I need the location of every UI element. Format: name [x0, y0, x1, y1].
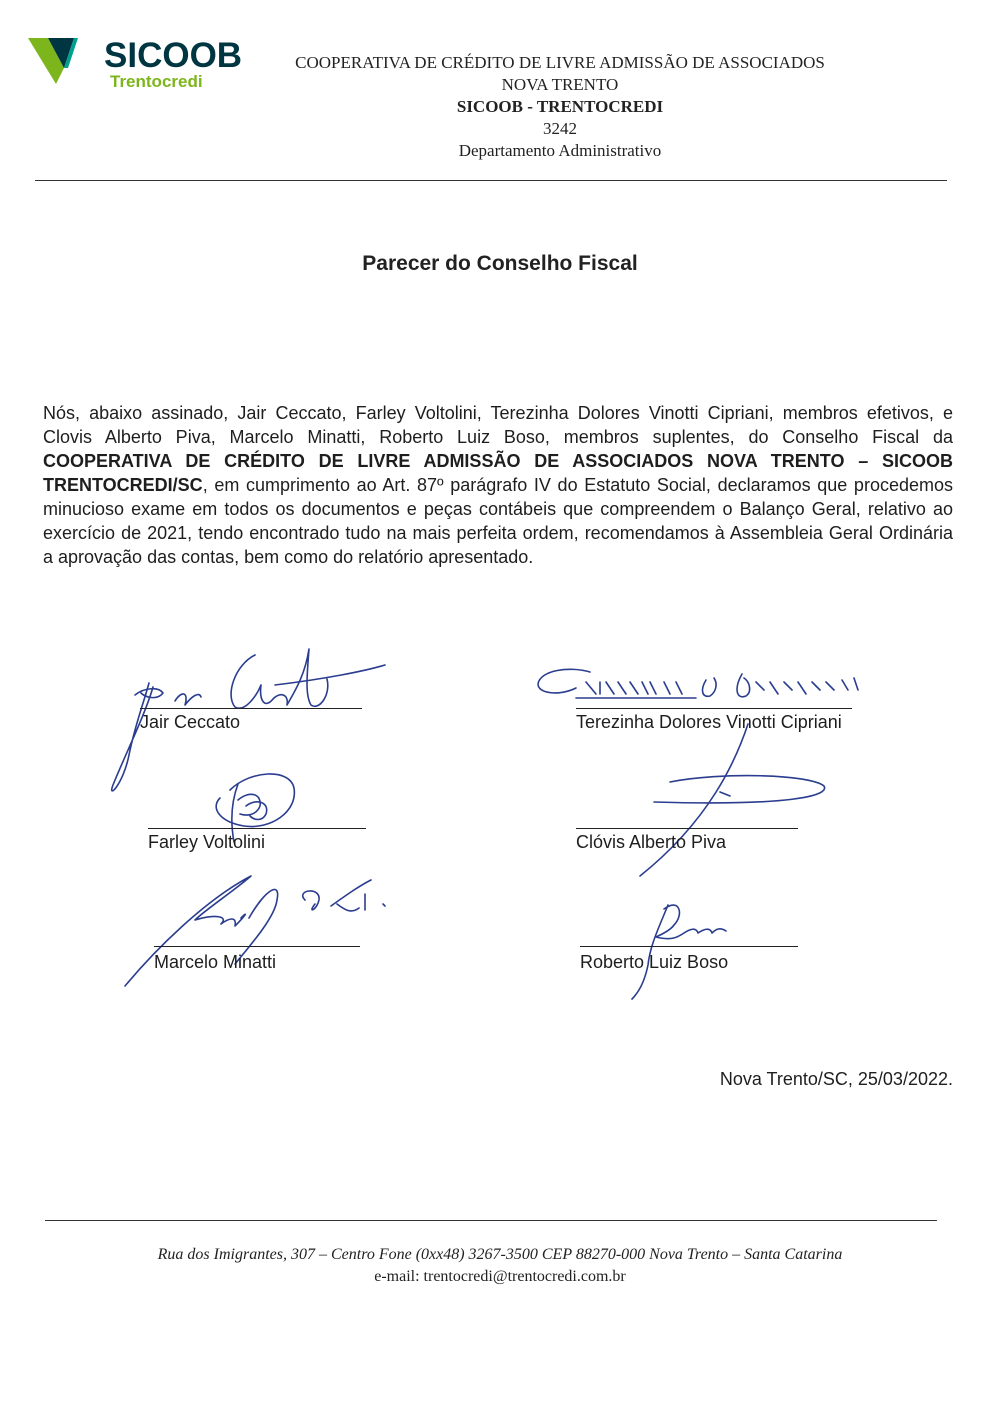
signature-name-marcelo: Marcelo Minatti: [154, 952, 277, 972]
header-line-4: 3242: [543, 119, 577, 138]
letterhead: [250, 52, 870, 162]
signature-name-jair: Jair Ceccato: [140, 712, 241, 732]
signature-line-jair: [140, 708, 362, 709]
signature-line-clovis: [576, 828, 798, 829]
body-part-1: Nós, abaixo assinado, Jair Ceccato, Farley Voltolini, Terezinha Dolores Vinotti Cipriani, membros efetivos, e Clovis Alberto Piva, Marcelo Minatti, Roberto Luiz Boso, membros suplentes, do Conselho Fiscal da: [43, 403, 953, 447]
signature-name-roberto: Roberto Luiz Boso: [580, 952, 729, 972]
sicoob-logo: [28, 36, 243, 96]
signature-name-terezinha: Terezinha Dolores Vinotti Cipriani: [576, 712, 842, 732]
document-title: Parecer do Conselho Fiscal: [362, 252, 638, 275]
header-line-1: COOPERATIVA DE CRÉDITO DE LIVRE ADMISSÃO DE ASSOCIADOS: [295, 53, 825, 72]
signature-line-roberto: [580, 946, 798, 947]
logo-name: SICOOB: [104, 36, 243, 75]
logo-subtitle: Trentocredi: [110, 72, 203, 91]
signature-line-farley: [148, 828, 366, 829]
document-date: Nova Trento/SC, 25/03/2022.: [719, 1069, 953, 1089]
footer-email: e-mail: trentocredi@trentocredi.com.br: [374, 1268, 626, 1285]
signature-line-terezinha: [576, 708, 852, 709]
signature-name-clovis: Clóvis Alberto Piva: [576, 832, 727, 852]
body-part-2: , em cumprimento ao Art. 87º parágrafo IV do Estatuto Social, declaramos que procedemos minucioso exame em todos os documentos e peças contábeis que compreendem o Balanço Geral, relativo ao exercício de 2021, tendo encontrado tudo na mais perfeita ordem, recomendamos à Assembleia Geral Ordinária a aprovação das contas, bem como do relatório apresentado.: [43, 475, 953, 567]
header-line-5: Departamento Administrativo: [458, 141, 662, 160]
signature-terezinha-image: [530, 660, 890, 710]
body-paragraph: [43, 401, 953, 569]
signature-line-marcelo: [154, 946, 360, 947]
signature-name-farley: Farley Voltolini: [148, 832, 266, 852]
sicoob-chevron-icon: [28, 38, 102, 86]
signature-clovis-image: [630, 720, 840, 880]
footer-divider: [45, 1220, 937, 1221]
header-line-2: NOVA TRENTO: [501, 75, 619, 94]
header-line-3: SICOOB - TRENTOCREDI: [456, 97, 664, 116]
header-divider: [35, 180, 947, 181]
footer-address: Rua dos Imigrantes, 307 – Centro Fone (0xx48) 3267-3500 CEP 88270-000 Nova Trento – Santa Catarina: [157, 1246, 843, 1263]
body-bold-entity: COOPERATIVA DE CRÉDITO DE LIVRE ADMISSÃO DE ASSOCIADOS NOVA TRENTO – SICOOB TRENTOCREDI/SC: [43, 451, 953, 495]
signature-roberto-image: [620, 895, 740, 1005]
